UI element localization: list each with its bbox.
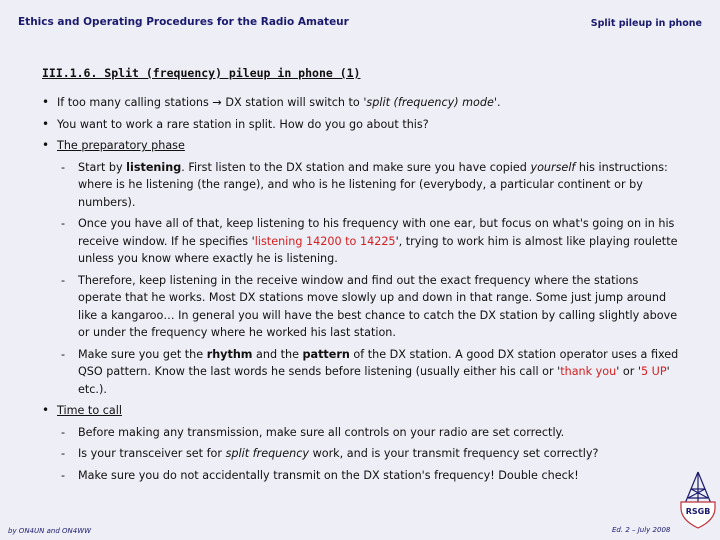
header-left: Ethics and Operating Procedures for the Radio Amateur	[18, 16, 349, 28]
dash: -	[61, 273, 66, 287]
dash: -	[61, 160, 66, 174]
dash: -	[61, 347, 66, 361]
bullet-split-mode: • If too many calling stations → DX station will switch to 'split (frequency) mode'.	[42, 94, 682, 112]
prep-item-rhythm-pattern: - Make sure you get the rhythm and the pattern of the DX station. A good DX station operator uses a fixed QSO pattern. Know the last words he sends before listening (usually either his call or 'thank you' or '5 UP' etc.).	[61, 347, 679, 396]
footer-authors: by ON4UN and ON4WW	[8, 527, 92, 535]
bullet-dot: •	[42, 116, 50, 131]
dash: -	[61, 217, 66, 230]
page-title: III.1.6. Split (frequency) pileup in phone (1)	[42, 66, 361, 80]
call-item-double-check: - Make sure you do not accidentally transmit on the DX station's frequency! Double check!	[42, 467, 682, 485]
bullet-dot: •	[42, 138, 50, 152]
call-item-split-frequency: - Is your transceiver set for split frequency work, and is your transmit frequency set correctly?	[42, 445, 682, 463]
bullet-dot: •	[42, 95, 50, 109]
logo-text: RSGB	[685, 507, 711, 516]
prep-item-exact-frequency: - Therefore, keep listening in the receive window and find out the exact frequency where the stations operate that he works. Most DX stations move slowly up and down in that range. Some just jump around like a kangaroo… In general you will have the best chance to catch the DX station by calling slightly above or under the frequency where he worked his last station.	[61, 273, 678, 339]
rsgb-logo-icon	[680, 470, 716, 532]
prep-item-receive-window: - Once you have all of that, keep listening to his frequency with one ear, but focus on what's going on in his receive window. If he specifies 'listening 14200 to 14225', trying to work him is almost like playing roulette unless you know where exactly he is listening.	[61, 217, 678, 265]
footer-edition: Ed. 2 – July 2008	[612, 526, 671, 534]
dash: -	[61, 447, 66, 460]
slide-content	[42, 94, 682, 488]
bullet-time-to-call: • Time to call	[42, 402, 682, 420]
call-item-controls: - Before making any transmission, make sure all controls on your radio are set correctly.	[42, 424, 682, 442]
bullet-preparatory-phase: • The preparatory phase	[42, 137, 682, 155]
dash: -	[61, 425, 66, 439]
arrow-icon: →	[212, 96, 222, 109]
header-right: Split pileup in phone	[590, 18, 702, 29]
dash: -	[61, 468, 66, 482]
prep-item-listening: - Start by listening. First listen to the DX station and make sure you have copied yourself his instructions: where is he listening (the range), and who is he listening for (everybody, a particular continent or by numbers).	[61, 160, 668, 209]
bullet-dot: •	[42, 403, 50, 417]
bullet-rare-station: • You want to work a rare station in split. How do you go about this?	[42, 116, 682, 134]
